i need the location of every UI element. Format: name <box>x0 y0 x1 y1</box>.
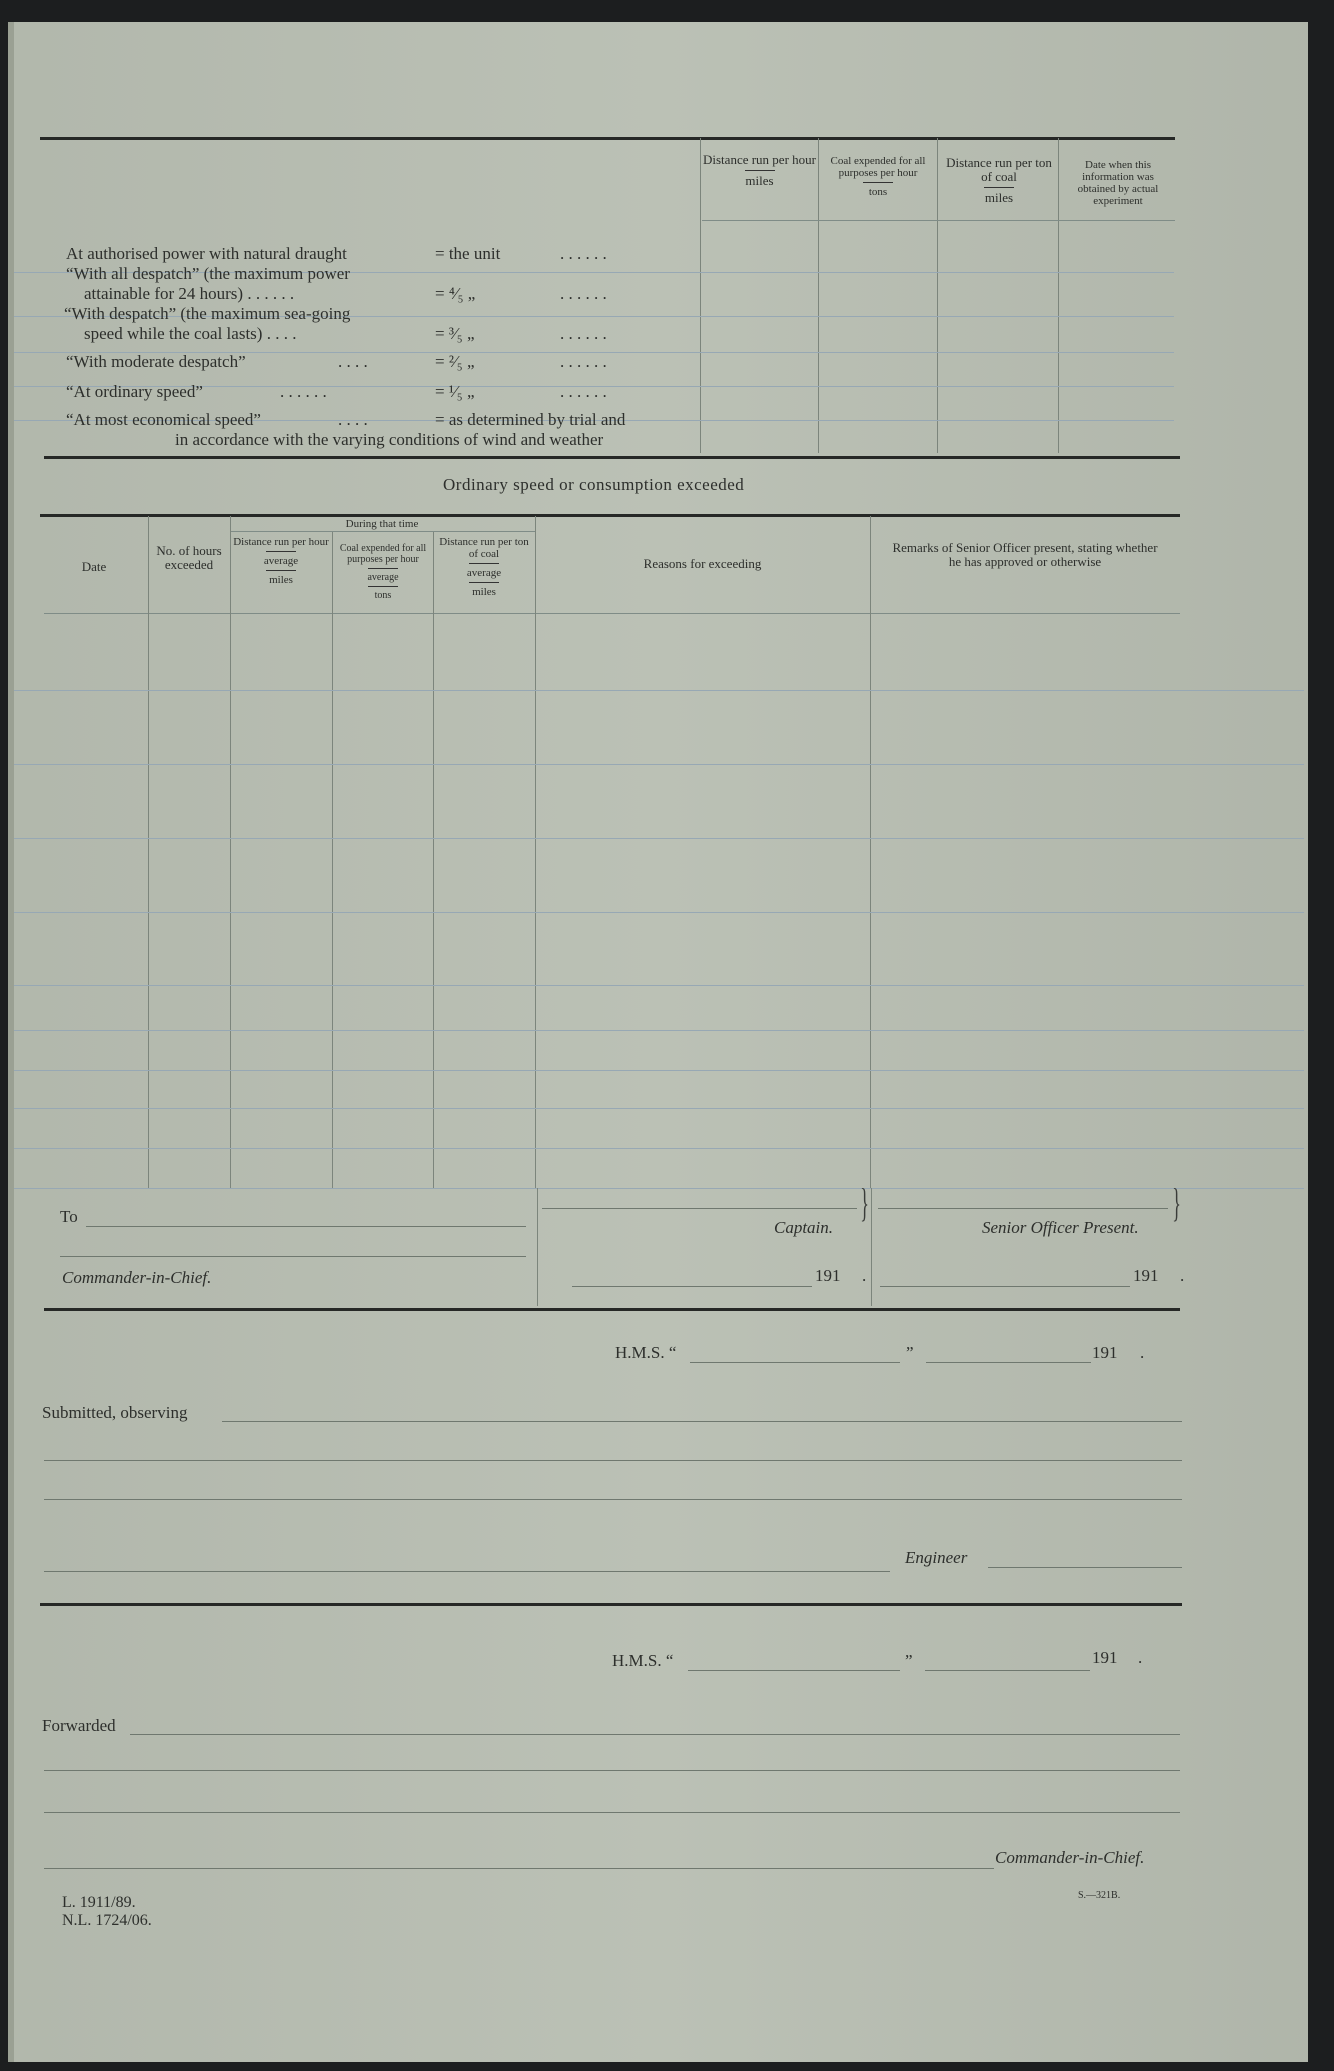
header-date: Date <box>81 559 107 574</box>
col-header-coal-hour: Coal expended for all purposes per hour tons <box>830 155 926 198</box>
row-value: = ²⁄₅ „ <box>435 352 475 371</box>
submitted-line-2[interactable] <box>44 1460 1182 1461</box>
hms-year: 191 <box>1092 1648 1118 1667</box>
submitted-line-3[interactable] <box>44 1499 1182 1500</box>
senior-signature-line[interactable] <box>878 1208 1168 1209</box>
header-distance-ton: Distance run per ton of coal average miles <box>439 536 529 598</box>
submitted-line-4[interactable] <box>44 1571 890 1572</box>
col-header-date-experiment: Date when this information was obtained by actual experiment <box>1077 159 1159 207</box>
col-divider <box>937 138 938 453</box>
ref-code-1: L. 1911/89. <box>62 1894 136 1911</box>
captain-signature-line[interactable] <box>542 1208 857 1209</box>
brace: } <box>860 1180 869 1225</box>
form-code: S.—321B. <box>1078 1890 1121 1901</box>
header-distance-hour: Distance run per hour average miles <box>233 536 329 586</box>
forwarded-line-4[interactable] <box>44 1868 994 1869</box>
to-line-2[interactable] <box>60 1256 526 1257</box>
row-dots: . . . . . . <box>560 284 607 303</box>
ruled-line <box>14 1188 1304 1189</box>
submitted-line[interactable] <box>222 1421 1182 1422</box>
ruled-line <box>14 985 1304 986</box>
hms-period: . <box>1138 1648 1143 1667</box>
row-label-natural-draught: At authorised power with natural draught <box>66 244 347 263</box>
hms-year: 191 <box>1092 1343 1118 1362</box>
row-dots-left: . . . . . . <box>280 382 327 401</box>
ruled-line <box>14 1108 1304 1109</box>
row-label-moderate-despatch: “With moderate despatch” <box>66 352 246 371</box>
col-divider <box>148 516 149 1188</box>
ruled-line <box>14 1030 1304 1031</box>
ruled-line <box>14 838 1304 839</box>
section-rule <box>44 1308 1180 1311</box>
row-dots: . . . . . . <box>560 324 607 343</box>
senior-period: . <box>1180 1266 1185 1285</box>
captain-label: Captain. <box>774 1218 834 1237</box>
senior-officer-label: Senior Officer Present. <box>982 1218 1139 1237</box>
header-reasons: Reasons for exceeding <box>643 556 762 571</box>
close-quote: ” <box>906 1343 914 1362</box>
section-rule <box>44 456 1180 459</box>
forwarded-line-3[interactable] <box>44 1812 1180 1813</box>
senior-year: 191 <box>1133 1266 1159 1285</box>
forwarded-line[interactable] <box>130 1734 1180 1735</box>
during-label: During that time <box>345 518 419 530</box>
exceeded-top-rule <box>40 514 1180 517</box>
engineer-signature-line[interactable] <box>988 1567 1182 1568</box>
captain-period: . <box>862 1266 867 1285</box>
col-divider <box>818 138 819 453</box>
submitted-label: Submitted, observing <box>42 1403 188 1422</box>
col-header-distance-hour: Distance run per hour miles <box>703 152 816 188</box>
captain-year: 191 <box>815 1266 841 1285</box>
row-dots: . . . . . . <box>560 244 607 263</box>
header-hours: No. of hours exceeded <box>156 543 222 572</box>
engineer-label: Engineer <box>905 1548 968 1567</box>
ruled-line <box>14 1070 1304 1071</box>
header-bottom-line <box>44 613 1180 614</box>
row-label-despatch: “With despatch” (the maximum sea-going <box>64 304 351 323</box>
row-value: = ⁴⁄₅ „ <box>435 284 476 303</box>
col-divider <box>332 532 333 1188</box>
col-divider <box>1058 138 1059 453</box>
row-label-economical-speed-2: in accordance with the varying conditions of wind and weather <box>175 430 604 449</box>
row-value: = ¹⁄₅ „ <box>435 382 475 401</box>
ruled-line <box>14 912 1304 913</box>
date-line[interactable] <box>925 1670 1090 1671</box>
col-divider <box>230 516 231 1188</box>
ruled-line <box>14 1148 1304 1149</box>
row-label-all-despatch-2: attainable for 24 hours) . . . . . . <box>84 284 295 303</box>
row-label-all-despatch: “With all despatch” (the maximum power <box>66 264 350 283</box>
ruled-line <box>14 764 1304 765</box>
header-remarks: Remarks of Senior Officer present, stating whether he has approved or otherwise <box>892 540 1158 569</box>
section-rule <box>40 1603 1182 1606</box>
cinc-label: Commander-in-Chief. <box>995 1848 1145 1867</box>
ship-name-line[interactable] <box>690 1362 900 1363</box>
during-underline <box>231 531 536 532</box>
cinc-label: Commander-in-Chief. <box>62 1268 212 1287</box>
date-line[interactable] <box>926 1362 1091 1363</box>
row-value: = as determined by trial and <box>435 410 626 429</box>
brace: } <box>1172 1180 1181 1225</box>
row-dots-left: . . . . <box>338 410 368 429</box>
hms-label: H.M.S. “ <box>615 1343 677 1362</box>
senior-date-line[interactable] <box>880 1286 1130 1287</box>
col-header-distance-ton: Distance run per ton of coal miles <box>946 155 1052 205</box>
row-label-economical-speed: “At most economical speed” <box>66 410 261 429</box>
row-dots: . . . . . . <box>560 352 607 371</box>
row-label-ordinary-speed: “At ordinary speed” <box>66 382 203 401</box>
ship-name-line[interactable] <box>688 1670 900 1671</box>
signoff-divider <box>537 1188 538 1306</box>
row-value: = ³⁄₅ „ <box>435 324 475 343</box>
captain-date-line[interactable] <box>572 1286 812 1287</box>
row-value: = the unit <box>435 244 501 263</box>
row-dots-left: . . . . <box>338 352 368 371</box>
ref-code-2: N.L. 1724/06. <box>62 1912 152 1929</box>
close-quote: ” <box>905 1651 913 1670</box>
col-divider <box>700 138 701 453</box>
row-label-despatch-2: speed while the coal lasts) . . . . <box>84 324 297 343</box>
ruled-line <box>14 690 1304 691</box>
col-divider <box>433 532 434 1188</box>
signoff-divider <box>871 1188 872 1306</box>
exceeded-title: Ordinary speed or consumption exceeded <box>443 475 745 494</box>
to-label: To <box>60 1207 78 1226</box>
to-line[interactable] <box>86 1226 526 1227</box>
hms-label: H.M.S. “ <box>612 1651 674 1670</box>
forwarded-line-2[interactable] <box>44 1770 1180 1771</box>
col-divider <box>535 516 536 1188</box>
col-divider <box>870 516 871 1188</box>
row-dots: . . . . . . <box>560 382 607 401</box>
top-rule <box>40 137 1175 140</box>
header-coal: Coal expended for all purposes per hour average tons <box>339 543 427 601</box>
hms-period: . <box>1140 1343 1145 1362</box>
forwarded-label: Forwarded <box>42 1716 116 1735</box>
header-underline <box>702 220 1175 221</box>
